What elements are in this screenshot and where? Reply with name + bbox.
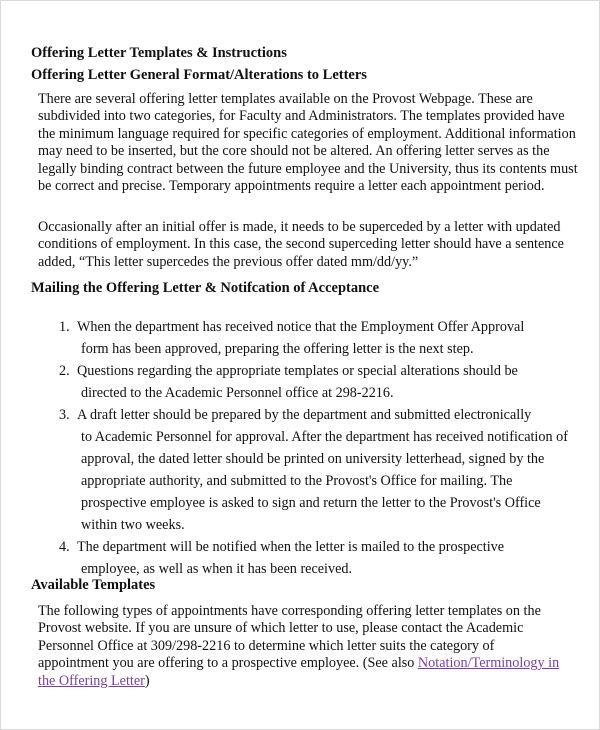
list-text-first-line: The department will be notified when the letter is mailed to the prospective bbox=[77, 539, 505, 555]
notation-terminology-link[interactable]: Notation/Terminology in the Offering Letter bbox=[38, 655, 560, 689]
list-item bbox=[59, 404, 579, 536]
list-item bbox=[59, 360, 579, 404]
paragraph-templates-overview: There are several offering letter templates available on the Provost Webpage. These are subdivided into two categories, for Faculty and Administrators. The templates provided have the minimum language required for specific categories of employment. Additional information may need to be inserted, but the core should not be altered. An offering letter serves as the legally binding contract between the future employee and the University, thus its contents must be correct and precise. Temporary appointments require a letter each appointment period. bbox=[38, 91, 578, 195]
section-heading-general-format: Offering Letter General Format/Alterations to Letters bbox=[31, 67, 367, 83]
list-text-rest: form has been approved, preparing the offering letter is the next step. bbox=[81, 341, 474, 357]
list-number: 4. bbox=[59, 539, 70, 555]
section-heading-available-templates: Available Templates bbox=[31, 577, 156, 593]
list-text-rest: to Academic Personnel for approval. After the department has received notification of approval, the dated letter should be printed on university letterhead, signed by the appropriate authority, and submitted to the Provost's Office for mailing. The prospective employee is asked to sign and return the letter to the Provost's Office within two weeks. bbox=[81, 429, 568, 533]
templates-text: The following types of appointments have corresponding offering letter templates on the Provost website. If you are unsure of which letter to use, please contact the Academic Personnel Office at 309/298-2216 to determine which letter suits the category of appointment you are offering to a prospective employee. (See also bbox=[38, 603, 541, 672]
paragraph-available-templates bbox=[38, 603, 568, 690]
intro-paragraph bbox=[38, 91, 578, 195]
list-number: 2. bbox=[59, 363, 70, 379]
section-heading-mailing: Mailing the Offering Letter & Notifcation of Acceptance bbox=[31, 280, 380, 296]
paragraph-superceding-letter: Occasionally after an initial offer is made, it needs to be superceded by a letter with updated conditions of employment. In this case, the second superceding letter should have a sentence added, “This letter supercedes the previous offer dated mm/dd/yy.” bbox=[38, 219, 564, 270]
mailing-steps-list bbox=[59, 316, 579, 580]
closing-paren: ) bbox=[144, 672, 150, 689]
list-text-rest: employee, as well as when it has been received. bbox=[81, 561, 353, 577]
templates-paragraph bbox=[38, 603, 568, 690]
list-text-first-line: Questions regarding the appropriate templates or special alterations should be bbox=[77, 363, 518, 379]
list-number: 3. bbox=[59, 407, 70, 423]
list-item bbox=[59, 316, 579, 360]
superceding-paragraph bbox=[38, 219, 578, 271]
list-text-first-line: A draft letter should be prepared by the department and submitted electronically bbox=[77, 407, 532, 423]
list-text-rest: directed to the Academic Personnel office at 298-2216. bbox=[81, 385, 394, 401]
list-item bbox=[59, 536, 579, 580]
document-title: Offering Letter Templates & Instructions bbox=[31, 45, 287, 61]
list-text-first-line: When the department has received notice that the Employment Offer Approval bbox=[77, 319, 525, 335]
list-number: 1. bbox=[59, 319, 70, 335]
